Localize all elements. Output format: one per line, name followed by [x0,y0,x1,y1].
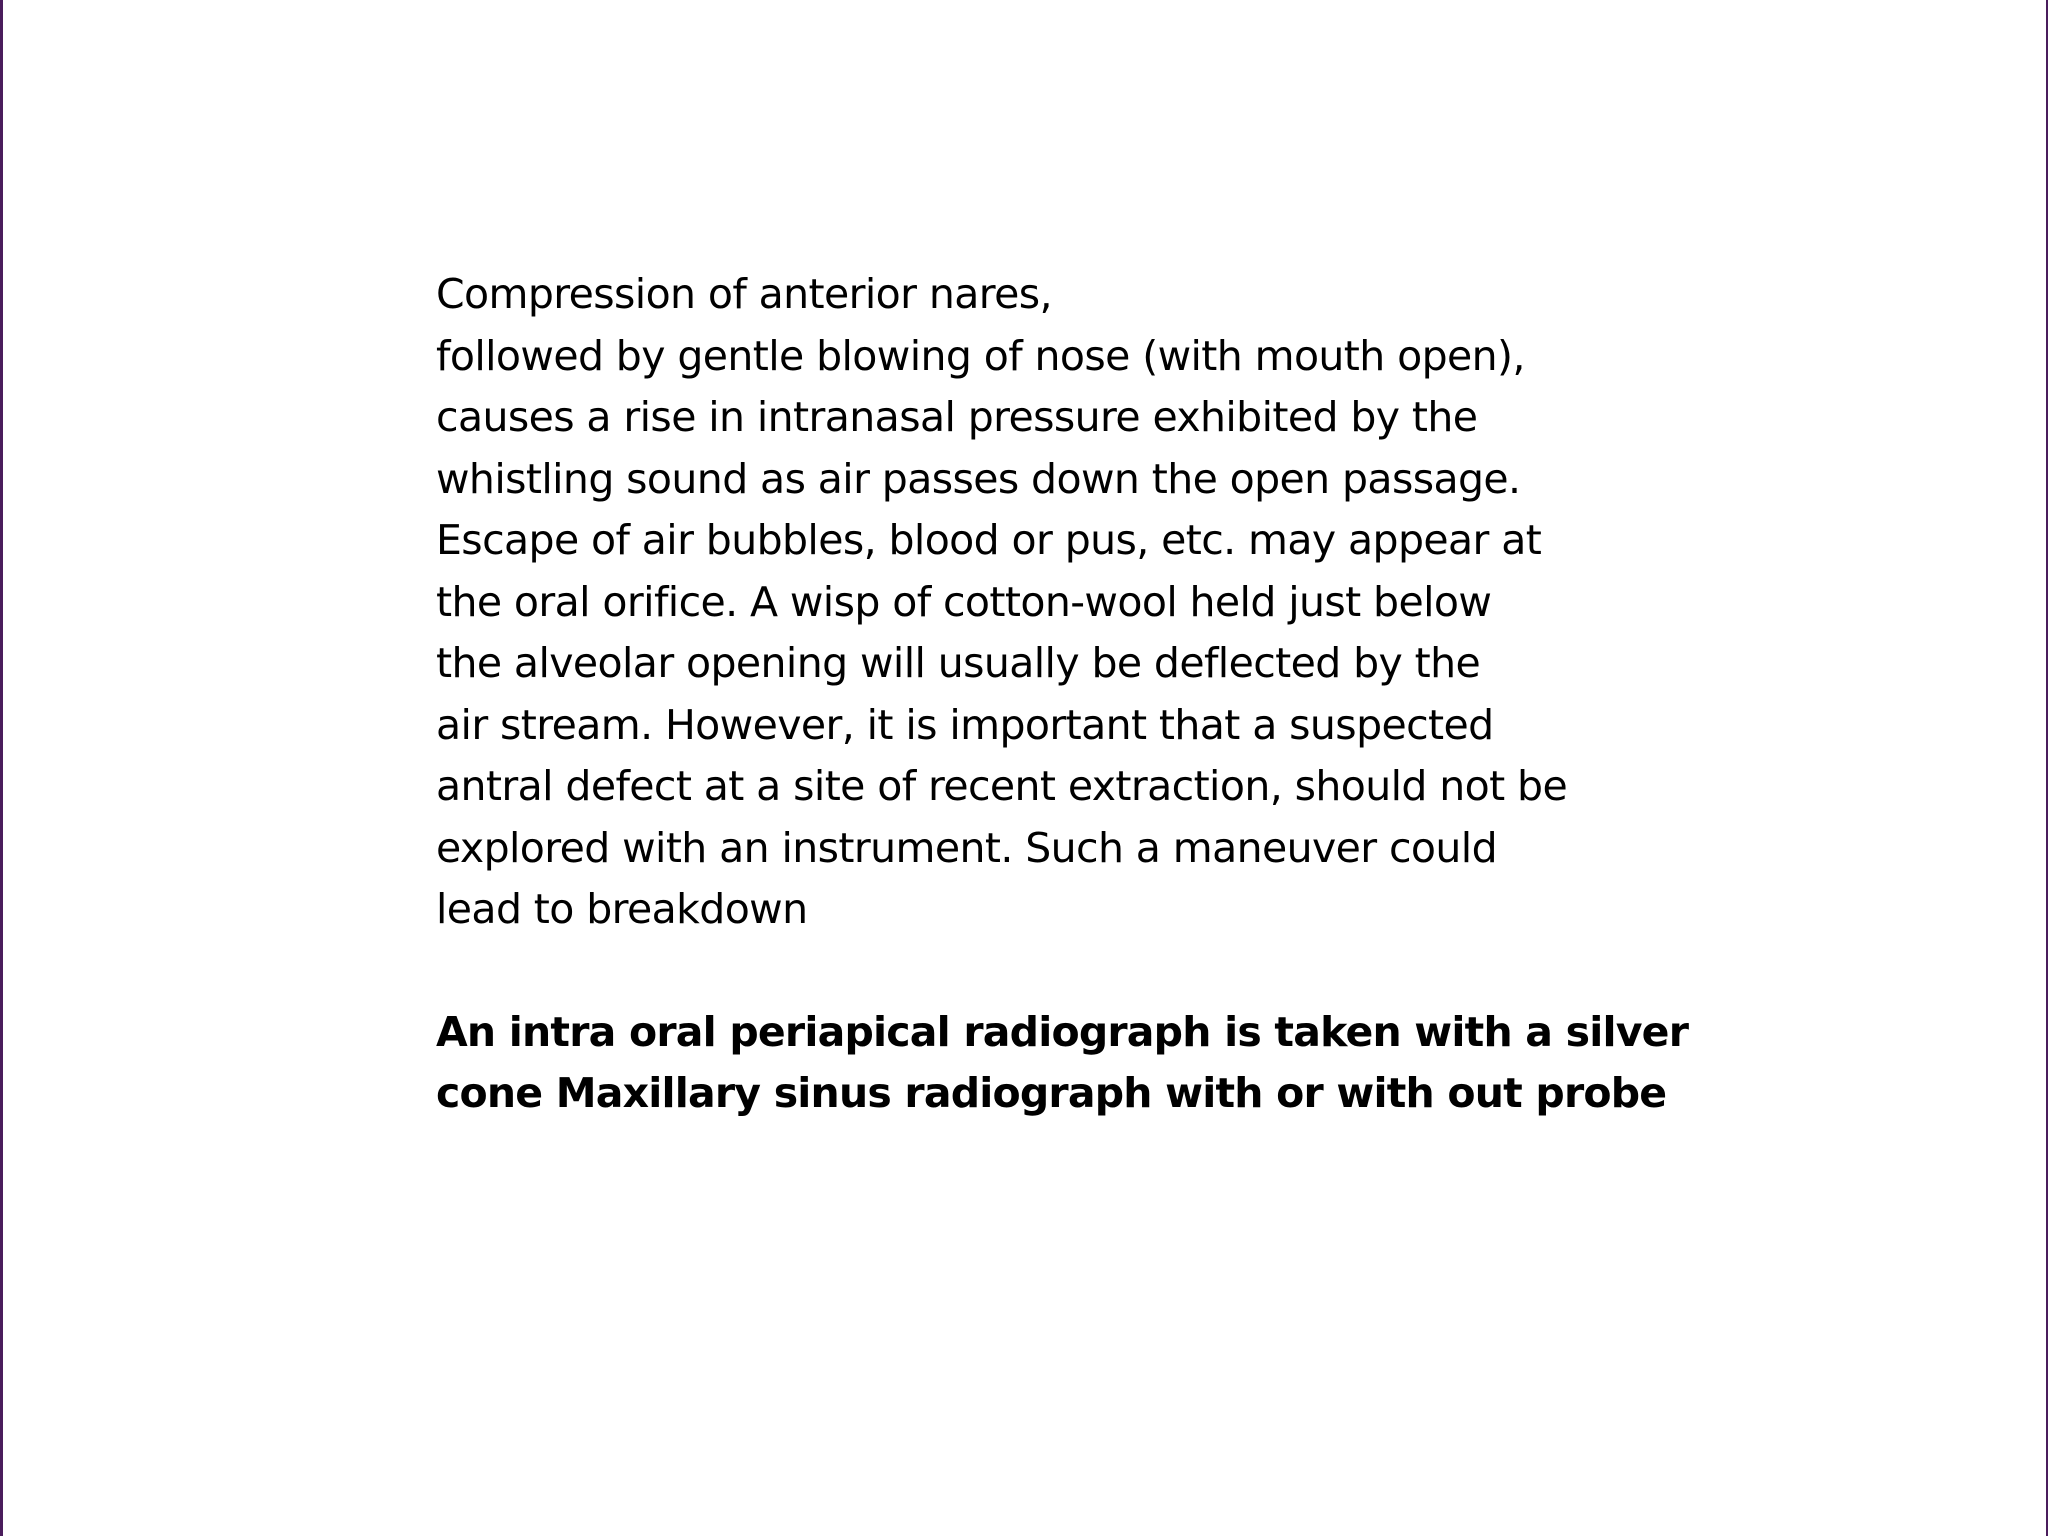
slide-text-body [436,264,1726,1125]
paragraph-line: followed by gentle blowing of nose (with mouth open), [436,331,1525,380]
paragraph-line: lead to breakdown [436,885,808,933]
paragraph-line: Compression of anterior nares, [436,270,1052,318]
bold-note-line: cone Maxillary sinus radiograph with or with out probe [436,1069,1667,1117]
paragraph-line: the oral orifice. A wisp of cotton-wool held just below [436,577,1492,626]
paragraph-line: air stream. However, it is important that a suspected [436,700,1494,749]
paragraph-line: Escape of air bubbles, blood or pus, etc. may appear at [436,516,1542,564]
paragraph-spacer [436,941,1726,1002]
paragraph-line: antral defect at a site of recent extraction, should not be [436,762,1568,810]
bold-note-line: An intra oral periapical radiograph is taken with a silver [436,1007,1689,1056]
paragraph-line: whistling sound as air passes down the open passage. [436,454,1521,503]
paragraph-line: the alveolar opening will usually be deflected by the [436,639,1481,687]
paragraph-line: explored with an instrument. Such a maneuver could [436,823,1498,872]
paragraph-line: causes a rise in intranasal pressure exhibited by the [436,393,1478,441]
